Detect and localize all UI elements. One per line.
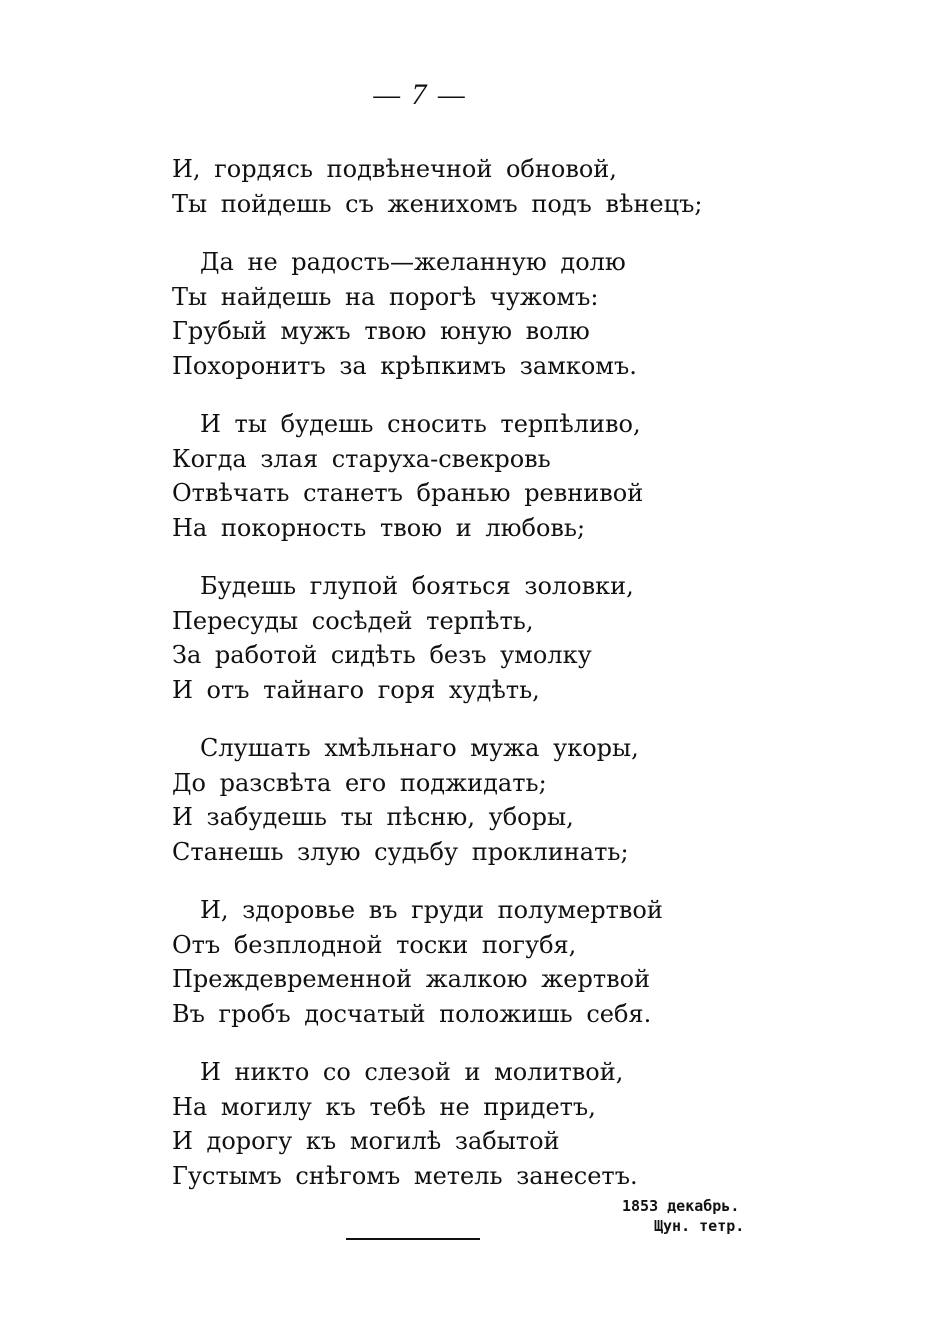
poem-line: Станешь злую судьбу проклинать;	[172, 837, 629, 866]
poem-line: Грубый мужъ твою юную волю	[172, 317, 590, 345]
poem-line: Да не радость—желанную долю	[200, 248, 626, 276]
poem-line: Ты пойдешь съ женихомъ подъ вѣнецъ;	[172, 189, 703, 218]
date-signature	[622, 1196, 744, 1236]
poem-line: Отвѣчать станетъ бранью ревнивой	[172, 479, 644, 507]
poem-line: И, здоровье въ груди полумертвой	[200, 896, 663, 924]
stanza-3	[172, 407, 812, 545]
poem-line: За работой сидѣть безъ умолку	[172, 641, 592, 669]
poem-line: До разсвѣта его поджидать;	[172, 768, 547, 797]
signature-place: Щун. тетр.	[654, 1217, 745, 1235]
poem-line: И забудешь ты пѣсню, уборы,	[172, 803, 574, 831]
poem-line: Слушать хмѣльнаго мужа укоры,	[200, 734, 639, 762]
poem-line: Когда злая старуха-свекровь	[172, 444, 551, 473]
stanza-5	[172, 731, 812, 869]
poem-line: Отъ безплодной тоски погубя,	[172, 930, 577, 959]
page-number: — 7 —	[373, 78, 467, 111]
poem-line: И, гордясь подвѣнечной обновой,	[172, 155, 617, 183]
stanza-2	[172, 245, 812, 383]
stanza-7	[172, 1055, 812, 1193]
poem-line: И отъ тайнаго горя худѣть,	[172, 675, 540, 704]
poem-line: На покорность твою и любовь;	[172, 513, 586, 542]
poem-line: На могилу къ тебѣ не придетъ,	[172, 1092, 596, 1121]
poem-line: И дорогу къ могилѣ забытой	[172, 1127, 560, 1155]
signature-date: 1853 декабрь.	[622, 1197, 740, 1215]
poem-line: Преждевременной жалкою жертвой	[172, 965, 651, 993]
stanza-1	[172, 152, 812, 221]
poem-line: Въ гробъ досчатый положишь себя.	[172, 999, 652, 1028]
stanza-6	[172, 893, 812, 1031]
end-rule	[346, 1238, 480, 1240]
stanza-4	[172, 569, 812, 707]
poem-line: Густымъ снѣгомъ метель занесетъ.	[172, 1161, 638, 1190]
poem-line: И никто со слезой и молитвой,	[200, 1058, 624, 1086]
poem-line: Ты найдешь на порогѣ чужомъ:	[172, 282, 599, 311]
poem	[172, 152, 812, 1217]
poem-line: Похоронитъ за крѣпкимъ замкомъ.	[172, 351, 637, 380]
poem-line: Будешь глупой бояться золовки,	[200, 572, 634, 600]
poem-line: Пересуды сосѣдей терпѣть,	[172, 606, 534, 635]
poem-line: И ты будешь сносить терпѣливо,	[200, 410, 641, 438]
